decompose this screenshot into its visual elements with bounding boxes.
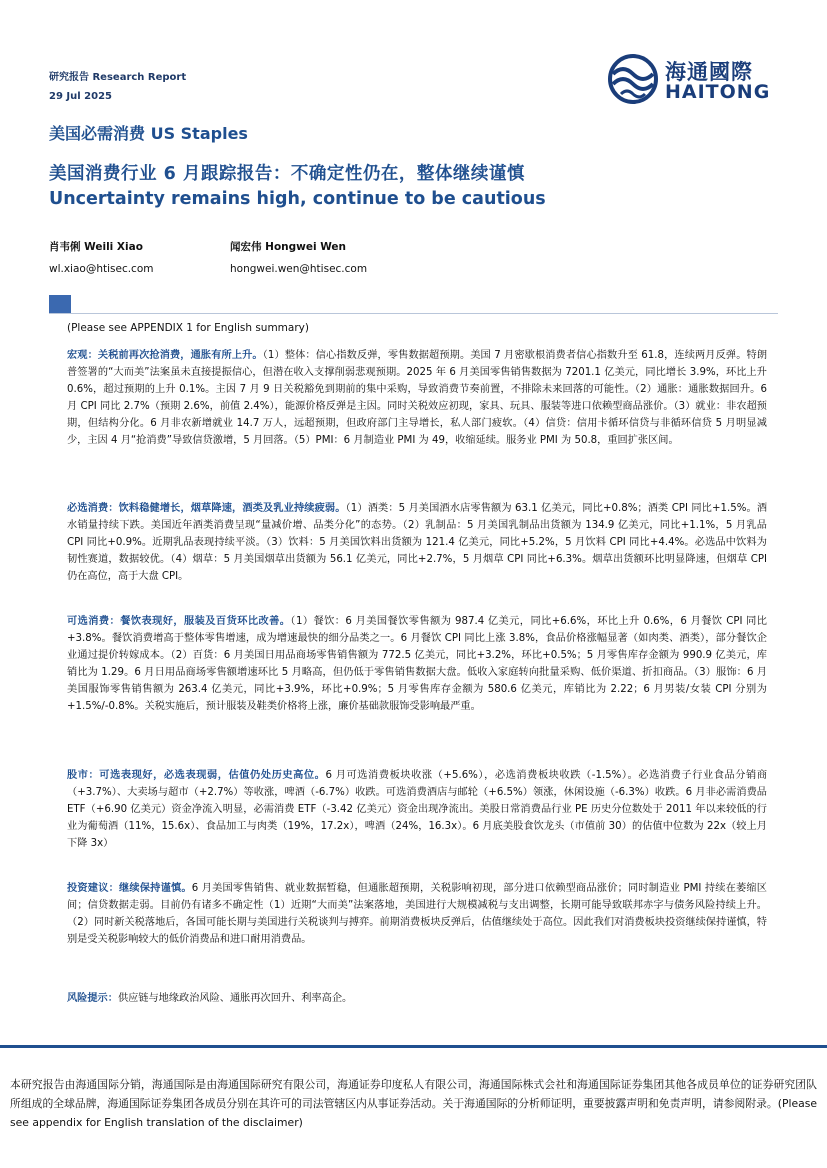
paragraph-text: （1）酒类：5 月美国酒水店零售额为 63.1 亿美元，同比+0.8%；酒类 CPI 同比+1.5%。酒水销量持续下跌。美国近年酒类消费呈现“量减价增、品类分化”的态势。（2）乳制品：5 月美国乳制品出货额为 134.9 亿美元，同比+1.1%，5 月乳品 CPI 同比+0.9%。近期乳品表现持续平淡。（3）饮料：5 月美国饮料出货额为 121.4 亿美元，同比+5.2%，5 月饮料 CPI 同比+4.4%。必选品中饮料为韧性赛道，数据较优。（4）烟草：5 月美国烟草出货额为 56.1 亿美元，同比+2.7%，5 月烟草 CPI 同比+6.3%。烟草出货额环比明显降速，但烟草 CPI 仍在高位，高于大盘 CPI。 (67, 503, 768, 582)
author-email[interactable]: hongwei.wen@htisec.com (230, 263, 368, 275)
paragraph-investment-advice (67, 880, 767, 948)
section-marker (49, 295, 71, 313)
report-title-cn: 美国消费行业 6 月跟踪报告：不确定性仍在，整体继续谨慎 (49, 164, 525, 184)
author-name: 肖韦俐 Weili Xiao (49, 241, 143, 253)
paragraph-staples (67, 500, 767, 585)
paragraph-discretionary (67, 613, 767, 715)
report-title-en: Uncertainty remains high, continue to be cautious (49, 189, 546, 209)
paragraph-lead: 风险提示： (67, 993, 118, 1004)
paragraph-lead: 必选消费：饮料稳健增长，烟草降速，酒类及乳业持续疲弱。 (67, 503, 346, 514)
disclaimer-footer: 本研究报告由海通国际分销，海通国际是由海通国际研究有限公司，海通证券印度私人有限公司，海通国际株式会社和海通国际证券集团其他各成员单位的证券研究团队所组成的全球品牌，海通国际证券集团各成员分别在其许可的司法管辖区内从事证券活动。关于海通国际的分析师证明，重要披露声明和免责声明，请参阅附录。(Please see appendix for English translation of the disclaimer) (10, 1078, 817, 1129)
paragraph-macro (67, 347, 767, 449)
paragraph-text: 6 月可选消费板块收涨（+5.6%），必选消费板块收跌（-1.5%）。必选消费子行业食品分销商（+3.7%）、大卖场与超市（+2.7%）等收涨，啤酒（-6.7%）收跌。可选消费酒店与邮轮（+6.5%）领涨，休闲设施（-6.3%）收跌。6 月非必需消费品 ETF（+6.90 亿美元）资金净流入明显，必需消费 ETF（-3.42 亿美元）资金出现净流出。美股日常消费品行业 PE 历史分位数处于 2011 年以来较低的行业为葡萄酒（11%，15.6x）、食品加工与肉类（19%，17.2x），啤酒（24%，16.3x）。6 月底美股食饮龙头（市值前 30）的估值中位数为 22x（较上月下降 3x） (67, 770, 768, 849)
sector-title: 美国必需消费 US Staples (49, 124, 248, 143)
paragraph-risk (67, 990, 767, 1007)
paragraph-text: 6 月美国零售销售、就业数据暂稳，但通胀超预期，关税影响初现，部分进口依赖型商品涨价；同时制造业 PMI 持续在萎缩区间；信贷数据走弱。目前仍有诸多不确定性（1）近期“大而美”法案落地，美国进行大规模减税与支出调整，长期可能导致联邦赤字与债务风险持续上升。（2）同时新关税落地后，各国可能长期与美国进行关税谈判与搏弈。前期消费板块反弹后，估值继续处于高位。因此我们对消费板块投资继续保持谨慎，特别是受关税影响较大的低价消费品和进口耐用消费品。 (67, 883, 767, 945)
paragraph-lead: 可选消费：餐饮表现好，服装及百货环比改善。 (67, 616, 291, 627)
paragraph-text: （1）餐饮：6 月美国餐饮零售额为 987.4 亿美元，同比+6.6%，环比上升 0.6%，6 月餐饮 CPI 同比+3.8%。餐饮消费增高于整体零售增速，成为增速最快的细分品类之一。6 月餐饮 CPI 同比上涨 3.8%，食品价格涨幅显著（如肉类、酒类），部分餐饮企业通过提价转嫁成本。（2）百货：6 月美国日用品商场零售销售额为 772.5 亿美元，同比+3.2%，环比+0.5%；5 月零售库存金额为 990.9 亿美元，库销比为 1.29。6 月日用品商场零售额增速环比 5 月略高，但仍低于零售销售数据大盘。低收入家庭转向批量采购、低价渠道、折扣商品。（3）服饰：6 月美国服饰零售销售额为 263.4 亿美元，同比+3.9%，环比+0.9%；5 月零售库存金额为 580.6 亿美元，库销比为 2.22；6 月男装/女装 CPI 分别为+1.5%/-0.8%。关税实施后，预计服装及鞋类价格将上涨，廉价基础款服饰受影响最严重。 (67, 616, 767, 712)
haitong-emblem-icon (607, 54, 659, 104)
logo-text-en: HAITONG (665, 81, 771, 103)
footer-divider (0, 1045, 827, 1048)
paragraph-text: 供应链与地缘政治风险、通胀再次回升、利率高企。 (117, 993, 353, 1004)
paragraph-stock-market (67, 767, 767, 852)
author-name: 闻宏伟 Hongwei Wen (230, 241, 347, 253)
paragraph-lead: 宏观：关税前再次抢消费，通胀有所上升。 (67, 350, 263, 361)
appendix-note: (Please see APPENDIX 1 for English summary) (67, 322, 309, 334)
paragraph-text: （1）整体：信心指数反弹，零售数据超预期。美国 7 月密歇根消费者信心指数升至 61.8，连续两月反弹。特朗普签署的“大而美”法案虽未直接提振信心，但潜在收入支撑削弱悲观预期。2025 年 6 月美国零售销售数据为 7201.1 亿美元，同比增长 3.9%，环比上升 0.6%，超过预期的上升 0.1%。主因 7 月 9 日关税豁免到期前的集中采购，导致消费节奏前置，不排除未来回落的可能性。（2）通胀：通胀数据回升。6 月 CPI 同比 2.7%（预期 2.6%，前值 2.4%），能源价格反弹是主因。同时关税效应初现，家具、玩具、服装等进口依赖型商品涨价。（3）就业：非农超预期，但结构分化。6 月非农新增就业 14.7 万人，远超预期，但政府部门主导增长，私人部门疲软。（4）信贷：信用卡循环信贷与非循环信贷 5 月明显减少，主因 4 月“抢消费”导致信贷激增，5 月回落。（5）PMI：6 月制造业 PMI 为 49，收缩延续。服务业 PMI 为 50.8，重回扩张区间。 (67, 350, 768, 446)
paragraph-lead: 投资建议：继续保持谨慎。 (67, 883, 192, 894)
logo-text-cn: 海通國際 (665, 60, 753, 84)
paragraph-lead: 股市：可选表现好，必选表现弱，估值仍处历史高位。 (67, 770, 326, 781)
haitong-logo (607, 54, 771, 104)
report-type-label: 研究报告 Research Report (49, 72, 187, 83)
report-date: 29 Jul 2025 (49, 91, 112, 102)
author-email[interactable]: wl.xiao@htisec.com (49, 263, 154, 275)
divider (49, 313, 778, 314)
